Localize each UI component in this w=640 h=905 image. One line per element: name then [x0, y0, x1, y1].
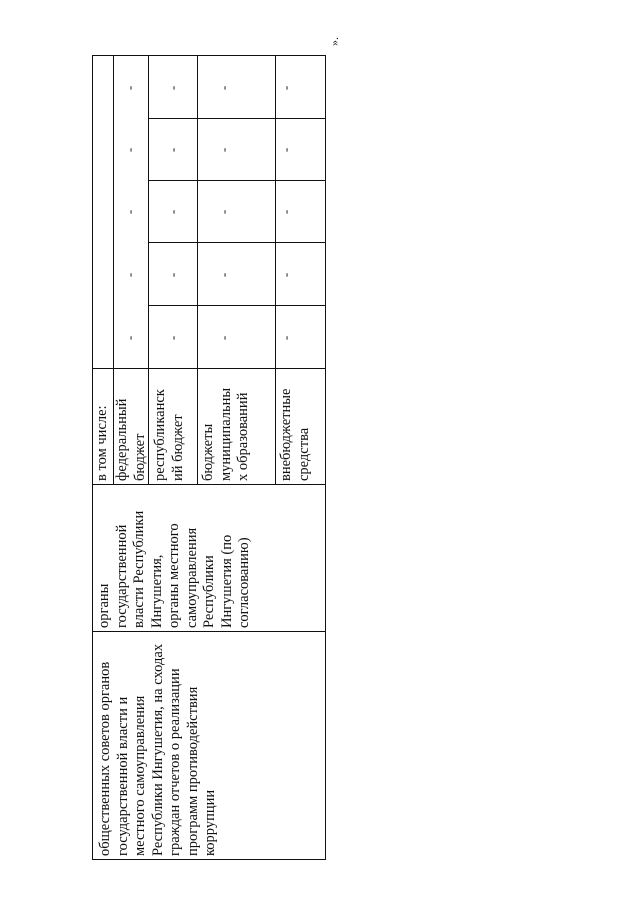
closing-quote-mark: ». [327, 37, 341, 46]
text-line: федеральный [114, 398, 130, 481]
value-cell: - [216, 147, 231, 153]
value-cell: - [278, 272, 293, 278]
text-line: муниципальны [217, 387, 234, 481]
table-divider [92, 368, 326, 369]
funding-source [152, 389, 187, 481]
funding-source [278, 389, 313, 481]
table-row-line [275, 55, 276, 485]
value-cell: - [216, 85, 231, 91]
value-cell: - [165, 209, 180, 215]
table-divider [148, 242, 326, 243]
text-line: органы местного [166, 523, 182, 628]
table-border-left [92, 859, 326, 860]
text-line: Ингушетия, [148, 554, 165, 628]
text-line: государственной [113, 524, 130, 628]
value-cell: - [122, 147, 137, 153]
rotated-page-content [92, 55, 326, 860]
text-line: общественных советов органов [97, 661, 113, 856]
value-cell: - [165, 147, 180, 153]
text-line: граждан отчетов о реализации [167, 668, 183, 856]
value-cell: - [122, 209, 137, 215]
text-line: программ противодействия [184, 686, 201, 856]
table-border-right [92, 55, 326, 56]
text-line: самоуправления [183, 527, 200, 628]
text-line: бюджеты [200, 423, 216, 481]
text-line: согласованию) [236, 537, 252, 628]
table-divider [92, 484, 326, 485]
table-row-line [197, 55, 198, 485]
value-cell: - [278, 335, 293, 341]
text-line: бюджет [131, 433, 148, 481]
text-line: государственной власти и [114, 696, 131, 856]
text-line: Республики [201, 555, 217, 628]
table-subheader: в том числе: [94, 405, 110, 481]
funding-source [200, 388, 253, 481]
value-cell: - [165, 335, 180, 341]
text-line: Ингушетия (по [218, 534, 235, 628]
value-cell: - [122, 272, 137, 278]
value-cell: - [278, 147, 293, 153]
table-divider [148, 305, 326, 306]
text-line: средства [295, 427, 312, 481]
value-cell: - [216, 335, 231, 341]
value-cell: - [165, 272, 180, 278]
value-cell: - [216, 272, 231, 278]
funding-source [114, 399, 149, 481]
text-line: внебюджетные [278, 388, 294, 481]
text-line: республиканск [152, 389, 168, 481]
table-border-bottom [325, 55, 326, 860]
value-cell: - [216, 209, 231, 215]
text-line: х образований [235, 392, 251, 481]
text-line: Республики Ингушетия, на сходах [149, 643, 166, 856]
value-cell: - [122, 335, 137, 341]
table-divider [148, 180, 326, 181]
table-divider [148, 118, 326, 119]
value-cell: - [278, 85, 293, 91]
value-cell: - [165, 85, 180, 91]
text-line: коррупции [202, 789, 218, 856]
text-line: органы [96, 583, 112, 628]
text-line: местного самоуправления [132, 695, 148, 856]
value-cell: - [278, 209, 293, 215]
table-divider [92, 631, 326, 632]
responsible-parties [96, 511, 254, 628]
measure-description [97, 644, 220, 856]
value-cell: - [122, 85, 137, 91]
table-border-top [92, 55, 93, 860]
text-line: власти Республики [131, 510, 147, 628]
text-line: ий бюджет [169, 414, 186, 481]
